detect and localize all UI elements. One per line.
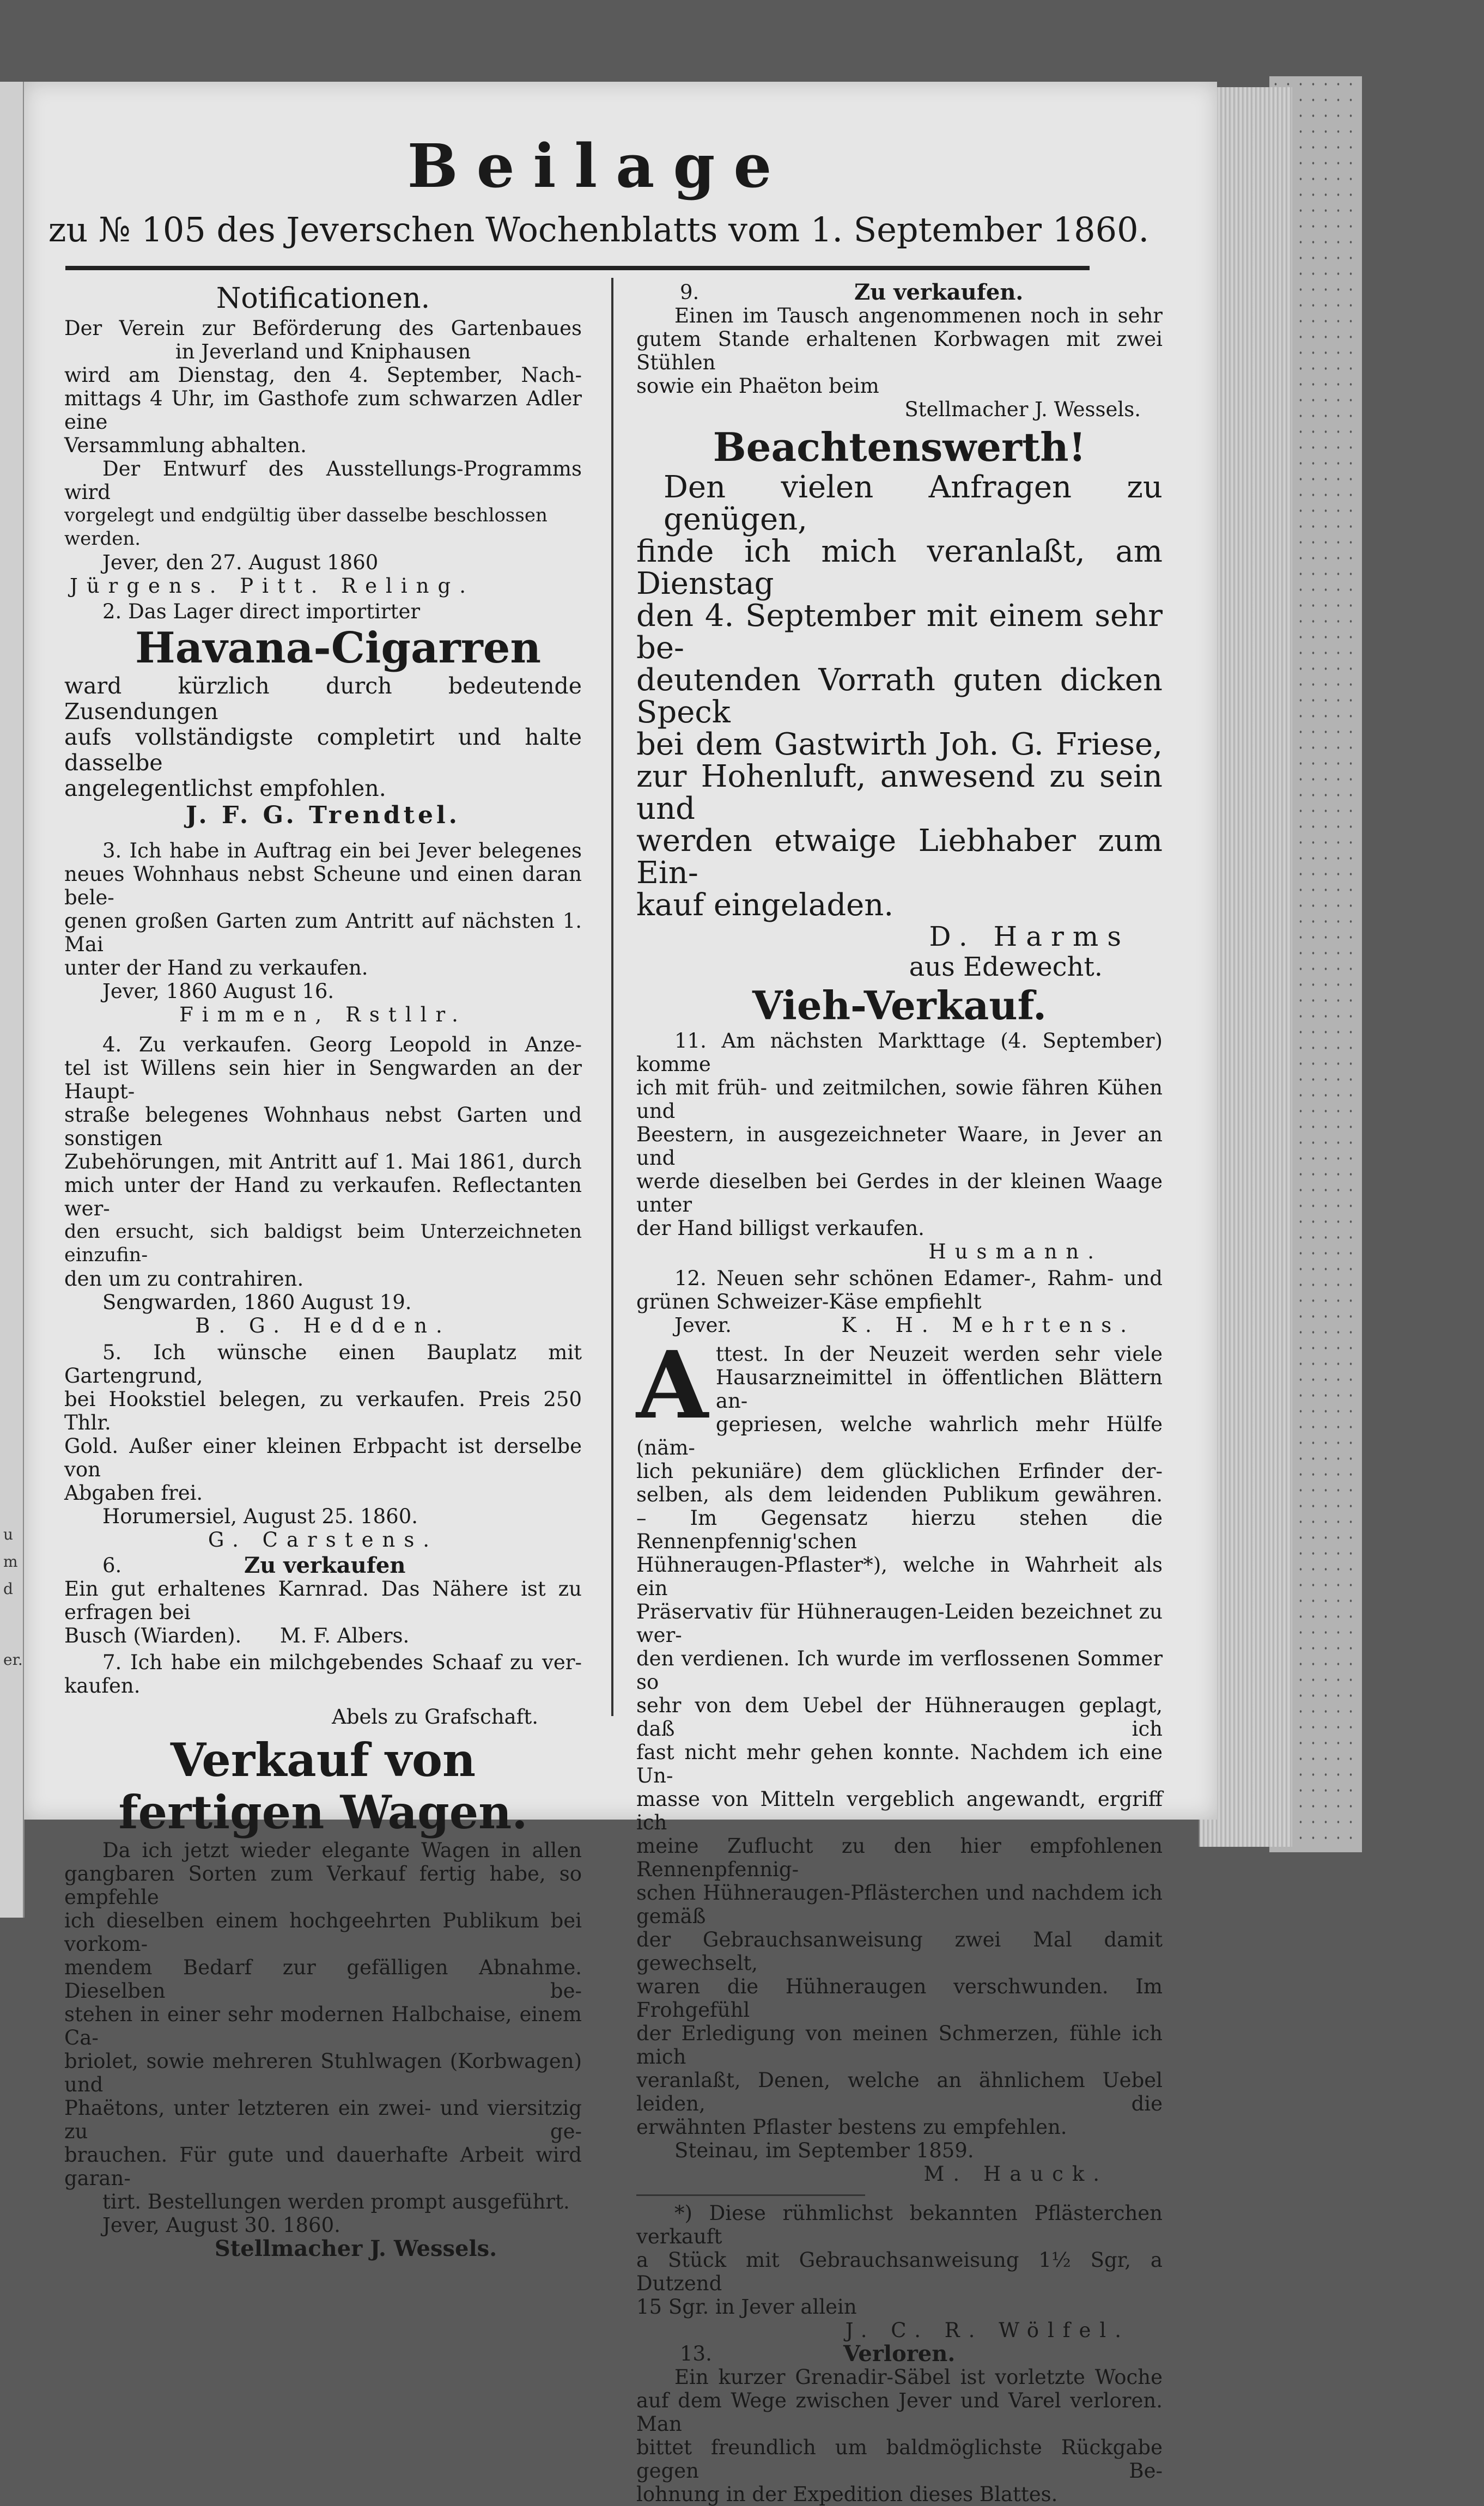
text-line: Ein gut erhaltenes Karnrad. Das Nähere ist zu	[64, 1577, 582, 1601]
text-line: der Gebrauchsanweisung zwei Mal damit gewechselt,	[636, 1928, 1163, 1975]
text-line: schen Hühneraugen-Pflästerchen und nachdem ich gemäß	[636, 1881, 1163, 1928]
header-rule	[65, 266, 1090, 270]
margin-fragment: u	[3, 1525, 14, 1543]
text-line: kaufen.	[64, 1674, 141, 1698]
text-line: den um zu contrahiren.	[64, 1267, 304, 1291]
ad-heading-row	[636, 281, 1163, 304]
signature: D. Harms	[929, 921, 1130, 952]
text-line: meine Zuflucht zu den hier empfohlenen Rennenpfennig-	[636, 1834, 1163, 1881]
text-line: 5. Ich wünsche einen Bauplatz mit Gartengrund,	[64, 1341, 582, 1388]
drop-cap: A	[636, 1331, 708, 1440]
column-rule	[611, 278, 613, 1716]
page-subtitle: zu № 105 des Jeverschen Wochenblatts vom 1. September 1860.	[48, 210, 1150, 250]
signature-row	[636, 1313, 1163, 1337]
section-heading: Notificationen.	[216, 282, 430, 315]
text-line: den verdienen. Ich wurde im verflossenen Sommer so	[636, 1647, 1163, 1694]
text-line: neues Wohnhaus nebst Scheune und einen daran bele-	[64, 862, 582, 909]
text-line: briolet, sowie mehreren Stuhlwagen (Korbwagen) und	[64, 2049, 582, 2096]
text-line: 4. Zu verkaufen. Georg Leopold in Anze-	[102, 1033, 582, 1056]
signature: Stellmacher J. Wessels.	[214, 2236, 497, 2261]
text-line: Hausarzneimittel in öffentlichen Blättern an-	[715, 1366, 1163, 1413]
text-line: Versammlung abhalten.	[64, 434, 307, 457]
text-line: bei dem Gastwirth Joh. G. Friese,	[636, 727, 1163, 762]
text-line: erfragen bei	[64, 1601, 191, 1624]
text-line: veranlaßt, Denen, welche an ähnlichem Uebel leiden, die	[636, 2069, 1163, 2115]
text-line: – Im Gegensatz hierzu stehen die Rennenpfennig'schen	[636, 1506, 1163, 1553]
text-line: Zubehörungen, mit Antritt auf 1. Mai 1861, durch	[64, 1150, 582, 1173]
margin-fragment: m	[3, 1553, 18, 1571]
text-line: den ersucht, sich baldigst beim Unterzeichneten einzufin-	[64, 1221, 582, 1266]
right-column	[636, 281, 1163, 2506]
text-line: der Hand billigst verkaufen.	[636, 1216, 925, 1240]
text-line: unter der Hand zu verkaufen.	[64, 956, 368, 980]
text-line: straße belegenes Wohnhaus nebst Garten und sonstigen	[64, 1103, 582, 1150]
ad-number: 6.	[102, 1554, 122, 1577]
signature: Stellmacher J. Wessels.	[904, 398, 1141, 421]
text-line: wird am Dienstag, den 4. September, Nach-	[64, 363, 582, 387]
text-line: bei Hookstiel belegen, zu verkaufen. Preis 250 Thlr.	[64, 1388, 582, 1434]
signature-place: aus Edewecht.	[909, 952, 1103, 982]
ad-number: 9.	[680, 281, 700, 304]
text-line: bittet freundlich um baldmöglichste Rückgabe gegen Be-	[636, 2436, 1163, 2483]
text-line: fast nicht mehr gehen konnte. Nachdem ich eine Un-	[636, 1741, 1163, 1787]
text-line: Jever, den 27. August 1860	[102, 551, 379, 574]
text-line: Jever, August 30. 1860.	[102, 2213, 340, 2237]
text-line: lich pekuniäre) dem glücklichen Erfinder der-	[636, 1459, 1163, 1483]
text-line: Horumersiel, August 25. 1860.	[102, 1505, 418, 1528]
text-line: Abgaben frei.	[64, 1481, 203, 1505]
footnote-line: *) Diese rühmlichst bekannten Pflästerchen verkauft	[636, 2201, 1163, 2248]
attest-block	[636, 1331, 1163, 2186]
page-header	[24, 131, 1173, 253]
text-line: gutem Stande erhaltenen Korbwagen mit zwei Stühlen	[636, 327, 1163, 374]
text-line: Jever, 1860 August 16.	[102, 980, 334, 1003]
text-line: Da ich jetzt wieder elegante Wagen in allen	[102, 1839, 582, 1862]
ad-heading: fertigen Wagen.	[118, 1785, 528, 1839]
text-line: ich mit früh- und zeitmilchen, sowie fähren Kühen und	[636, 1076, 1163, 1123]
text-line: Den vielen Anfragen zu genügen,	[664, 470, 1163, 537]
ad-number: 13.	[680, 2342, 712, 2365]
signature: J. C. R. Wölfel.	[845, 2319, 1130, 2342]
text-line: kauf eingeladen.	[636, 887, 894, 923]
text-line: ttest. In der Neuzeit werden sehr viele	[715, 1342, 1163, 1366]
ad-heading: Zu verkaufen.	[854, 279, 1024, 305]
text-line: Ein kurzer Grenadir-Säbel ist vorletzte Woche	[674, 2365, 1163, 2389]
text-line: werde dieselben bei Gerdes in der kleinen Waage unter	[636, 1170, 1163, 1216]
text-line: lohnung in der Expedition dieses Blattes.	[636, 2483, 1058, 2506]
page-title: Beilage	[407, 131, 790, 201]
signature: Jürgens. Pitt. Reling.	[70, 574, 475, 598]
ad-heading-row	[64, 1554, 582, 1577]
text-line: finde ich mich veranlaßt, am Dienstag	[636, 534, 1163, 601]
text-line: genen großen Garten zum Antritt auf nächsten 1. Mai	[64, 909, 582, 956]
footnote-rule	[636, 2194, 865, 2196]
text-line: Gold. Außer einer kleinen Erbpacht ist derselbe von	[64, 1434, 582, 1481]
text-line: den 4. September mit einem sehr be-	[636, 598, 1163, 666]
text-line: masse von Mitteln vergeblich angewandt, ergriff ich	[636, 1787, 1163, 1834]
text-line: vorgelegt und endgültig über dasselbe beschlossen werden.	[64, 504, 548, 550]
text-line: Phaëtons, unter letzteren ein zwei- und viersitzig zu ge-	[64, 2096, 582, 2143]
text-line: gangbaren Sorten zum Verkauf fertig habe, so empfehle	[64, 1862, 582, 1909]
ad-heading: Beachtenswerth!	[713, 424, 1086, 470]
text-line: tirt. Bestellungen werden prompt ausgeführt.	[102, 2190, 570, 2213]
ad-heading: Verloren.	[843, 2341, 956, 2367]
text-line: grünen Schweizer-Käse empfiehlt	[636, 1290, 982, 1313]
text-line: mich unter der Hand zu verkaufen. Reflectanten wer-	[64, 1173, 582, 1220]
signature: Husmann.	[928, 1240, 1103, 1263]
margin-fragment: er.	[3, 1651, 23, 1669]
ad-heading-row	[636, 2342, 1163, 2365]
text-line: mittags 4 Uhr, im Gasthofe zum schwarzen Adler eine	[64, 387, 582, 434]
text-line: waren die Hühneraugen verschwunden. Im Frohgefühl	[636, 1975, 1163, 2022]
signature: G. Carstens.	[208, 1528, 439, 1552]
text-line: Der Verein zur Beförderung des Gartenbaues	[64, 317, 582, 340]
text-line: 11. Am nächsten Markttage (4. September) komme	[636, 1029, 1163, 1076]
signature: J. F. G. Trendtel.	[186, 801, 460, 829]
text-line: Steinau, im September 1859.	[674, 2139, 974, 2162]
text-line: brauchen. Für gute und dauerhafte Arbeit wird garan-	[64, 2143, 582, 2190]
text-line: gepriesen, welche wahrlich mehr Hülfe (näm-	[636, 1413, 1163, 1459]
text-line: Einen im Tausch angenommenen noch in sehr	[674, 304, 1163, 327]
text-line: stehen in einer sehr modernen Halbchaise, einem Ca-	[64, 2003, 582, 2049]
text-line: auf dem Wege zwischen Jever und Varel verloren. Man	[636, 2389, 1163, 2436]
ad-heading: Zu verkaufen	[244, 1553, 406, 1578]
signature: Fimmen, Rstllr.	[179, 1003, 467, 1026]
signature: Abels zu Grafschaft.	[332, 1705, 538, 1729]
text-line: 7. Ich habe ein milchgebendes Schaaf zu ver-	[102, 1651, 582, 1674]
text-line: werden etwaige Liebhaber zum Ein-	[636, 823, 1163, 891]
text-line: Busch (Wiarden). M. F. Albers.	[64, 1624, 410, 1647]
previous-page-sliver	[0, 82, 25, 1918]
text-line: Präservativ für Hühneraugen-Leiden bezeichnet zu wer-	[636, 1600, 1163, 1647]
text-line: Sengwarden, 1860 August 19.	[102, 1291, 412, 1314]
footnote-line: 15 Sgr. in Jever allein	[636, 2295, 857, 2319]
text-line: zur Hohenluft, anwesend zu sein und	[636, 759, 1163, 826]
text-line: Beestern, in ausgezeichneter Waare, in Jever an und	[636, 1123, 1163, 1170]
text-line: 12. Neuen sehr schönen Edamer-, Rahm- und	[674, 1267, 1163, 1290]
text-line: angelegentlichst empfohlen.	[64, 775, 386, 801]
text-line: mendem Bedarf zur gefälligen Abnahme. Dieselben be-	[64, 1956, 582, 2003]
text-line: in Jeverland und Kniphausen	[175, 340, 471, 363]
text-line: aufs vollständigste completirt und halte dasselbe	[64, 724, 582, 776]
signature: K. H. Mehrtens.	[841, 1313, 1135, 1337]
ad-heading: Havana-Cigarren	[135, 623, 542, 673]
text-line: 2. Das Lager direct importirter	[102, 600, 421, 623]
text-line: ich dieselben einem hochgeehrten Publikum bei vorkom-	[64, 1909, 582, 1956]
text-line: Hühneraugen-Pflaster*), welche in Wahrheit als ein	[636, 1553, 1163, 1600]
text-line: selben, als dem leidenden Publikum gewähren.	[636, 1483, 1163, 1506]
text-line: Der Entwurf des Ausstellungs-Programms wird	[64, 457, 582, 504]
left-column	[64, 281, 582, 2260]
place-name: Jever.	[674, 1313, 732, 1337]
text-line: 3. Ich habe in Auftrag ein bei Jever belegenes	[102, 839, 582, 862]
text-line: deutenden Vorrath guten dicken Speck	[636, 662, 1163, 730]
footnote-line: a Stück mit Gebrauchsanweisung 1½ Sgr, a Dutzend	[636, 2248, 1163, 2295]
ad-heading: Verkauf von	[170, 1733, 476, 1787]
signature: M. Hauck.	[923, 2162, 1108, 2186]
text-line: sehr von dem Uebel der Hühneraugen geplagt, daß ich	[636, 1694, 1163, 1741]
text-line: tel ist Willens sein hier in Sengwarden an der Haupt-	[64, 1056, 582, 1103]
ad-heading: Vieh-Verkauf.	[752, 982, 1047, 1029]
margin-fragment: d	[3, 1580, 13, 1598]
text-line: erwähnten Pflaster bestens zu empfehlen.	[636, 2115, 1067, 2139]
text-line: ward kürzlich durch bedeutende Zusendungen	[64, 673, 582, 725]
signature: B. G. Hedden.	[195, 1314, 451, 1337]
text-line: sowie ein Phaëton beim	[636, 374, 879, 398]
text-line: der Erledigung von meinen Schmerzen, fühle ich mich	[636, 2022, 1163, 2069]
